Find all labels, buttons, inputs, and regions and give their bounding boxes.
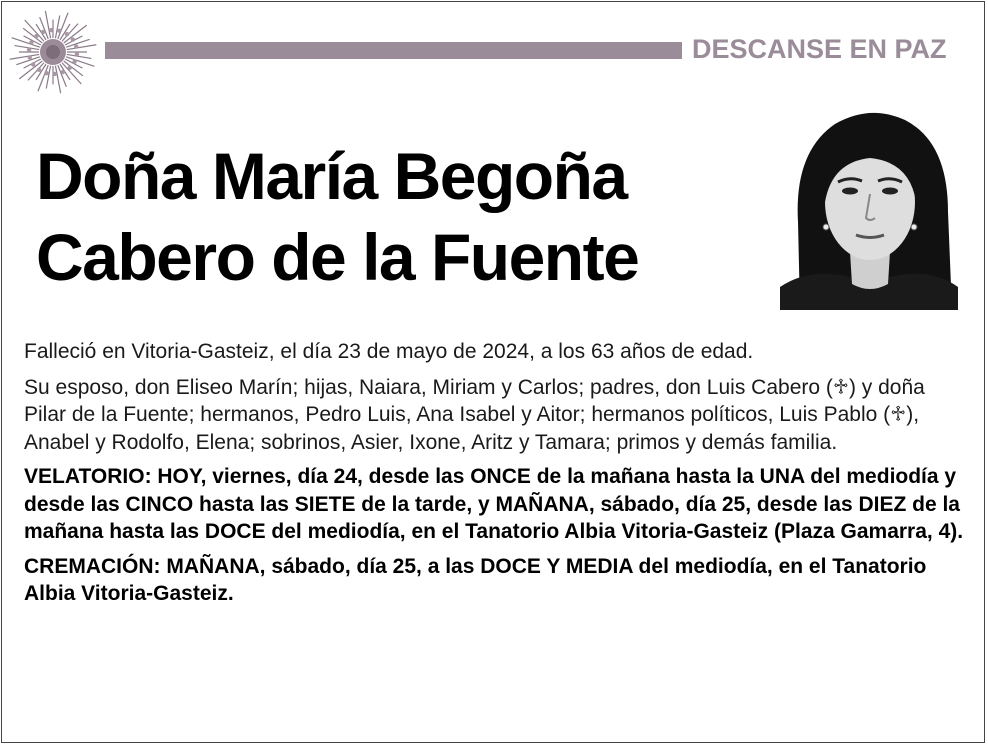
death-notice-paragraph: Falleció en Vitoria-Gasteiz, el día 23 de mayo de 2024, a los 63 años de edad. [24,340,754,363]
cremation-paragraph: CREMACIÓN: MAÑANA, sábado, día 25, a las DOCE Y MEDIA del mediodía, en el Tanatorio Albia Vitoria-Gasteiz. [24,554,927,605]
header-divider-bar [105,42,682,59]
obituary-card [1,1,985,743]
wake-paragraph: VELATORIO: HOY, viernes, día 24, desde las ONCE de la mañana hasta la UNA del mediodía y desde las CINCO hasta las SIETE de la tarde, y MAÑANA, sábado, día 25, desde las DIEZ de la mañana hasta las DOCE del mediodía, en el Tanatorio Albia Vitoria-Gasteiz (Plaza Gamarra, 4). [24,465,964,543]
family-paragraph: Su esposo, don Eliseo Marín; hijas, Naiara, Miriam y Carlos; padres, don Luis Cabero (♱) y doña Pilar de la Fuente; hermanos, Pedro Luis, Ana Isabel y Aitor; hermanos políticos, Luis Pablo (♱), Anabel y Rodolfo, Elena; sobrinos, Asier, Ixone, Aritz y Tamara; primos y demás familia. [24,375,925,454]
portrait-photo [780,102,958,310]
deceased-name-line-2: Cabero de la Fuente [36,220,639,294]
deceased-name [36,136,756,298]
header-title: DESCANSE EN PAZ [692,34,947,64]
deceased-name-line-1: Doña María Begoña [36,139,627,213]
obituary-body [24,338,970,615]
thistle-flower-icon [8,10,98,94]
